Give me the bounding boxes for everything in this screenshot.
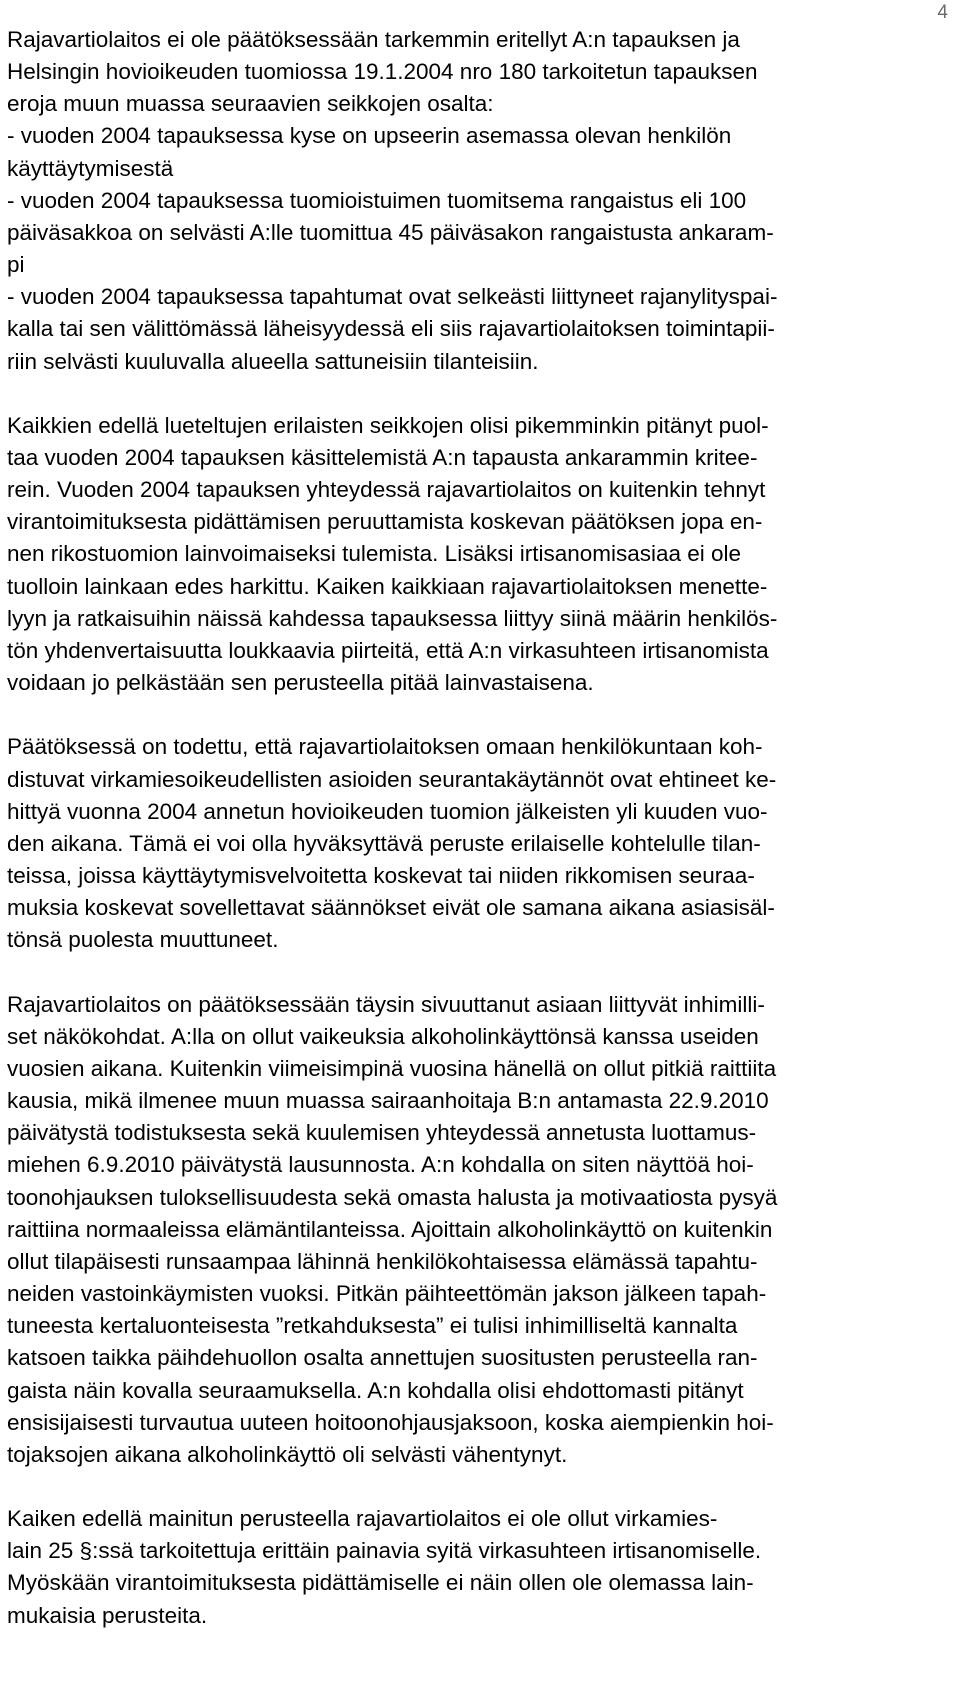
text-line: hittyä vuonna 2004 annetun hovioikeuden tuomion jälkeisten yli kuuden vuo- xyxy=(7,798,768,824)
text-line: lain 25 §:ssä tarkoitettuja erittäin painavia syitä virkasuhteen irtisanomiselle. xyxy=(7,1538,762,1564)
text-line: vuosien aikana. Kuitenkin viimeisimpinä vuosina hänellä on ollut pitkiä raittiita xyxy=(7,1055,777,1081)
page-number: 4 xyxy=(937,2,948,23)
text-line: rein. Vuoden 2004 tapauksen yhteydessä rajavartiolaitos on kuitenkin tehnyt xyxy=(7,477,766,503)
text-line: Rajavartiolaitos on päätöksessään täysin sivuuttanut asiaan liittyvät inhimilli- xyxy=(7,991,765,1017)
text-line: ollut tilapäisesti runsaampaa lähinnä henkilökohtaisessa elämässä tapahtu- xyxy=(7,1248,758,1274)
text-line: - vuoden 2004 tapauksessa tuomioistuimen tuomitsema rangaistus eli 100 xyxy=(7,187,747,213)
text-line: päivätystä todistuksesta sekä kuulemisen yhteydessä annetusta luottamus- xyxy=(7,1120,757,1146)
text-line: raittiina normaaleissa elämäntilanteissa. Ajoittain alkoholinkäyttö on kuitenkin xyxy=(7,1216,773,1242)
paragraph-gap xyxy=(7,957,947,989)
paragraph-gap xyxy=(7,1471,947,1503)
text-line: kausia, mikä ilmenee muun muassa sairaanhoitaja B:n antamasta 22.9.2010 xyxy=(7,1088,769,1114)
text-line: - vuoden 2004 tapauksessa kyse on upseerin asemassa olevan henkilön xyxy=(7,123,732,149)
text-line: kalla tai sen välittömässä läheisyydessä eli siis rajavartiolaitoksen toimintapii- xyxy=(7,316,775,342)
text-line: set näkökohdat. A:lla on ollut vaikeuksia alkoholinkäyttönsä kanssa useiden xyxy=(7,1023,759,1049)
text-line: tön yhdenvertaisuutta loukkaavia piirteitä, että A:n virkasuhteen irtisanomista xyxy=(7,637,769,663)
text-line: distuvat virkamiesoikeudellisten asioiden seurantakäytännöt ovat ehtineet ke- xyxy=(7,766,777,792)
text-line: teissa, joissa käyttäytymisvelvoitetta koskevat tai niiden rikkomisen seuraa- xyxy=(7,863,755,889)
text-line: voidaan jo pelkästään sen perusteella pitää lainvastaisena. xyxy=(7,670,594,696)
text-line: Helsingin hovioikeuden tuomiossa 19.1.2004 nro 180 tarkoitetun tapauksen xyxy=(7,59,758,85)
text-line: katsoen taikka päihdehuollon osalta annettujen suositusten perusteella ran- xyxy=(7,1345,758,1371)
text-line: tönsä puolesta muuttuneet. xyxy=(7,927,279,953)
text-line: tojaksojen aikana alkoholinkäyttö oli selvästi vähentynyt. xyxy=(7,1441,568,1467)
text-line: Kaiken edellä mainitun perusteella rajavartiolaitos ei ole ollut virkamies- xyxy=(7,1506,718,1532)
text-line: taa vuoden 2004 tapauksen käsittelemistä A:n tapausta ankarammin kritee- xyxy=(7,445,758,471)
text-line: toonohjauksen tuloksellisuudesta sekä omasta halusta ja motivaatiosta pysyä xyxy=(7,1184,778,1210)
document-body xyxy=(7,24,947,1632)
text-line: den aikana. Tämä ei voi olla hyväksyttävä peruste erilaiselle kohtelulle tilan- xyxy=(7,830,761,856)
text-line: muksia koskevat sovellettavat säännökset eivät ole samana aikana asiasisäl- xyxy=(7,895,775,921)
text-line: tuneesta kertaluonteisesta ”retkahduksesta” ei tulisi inhimilliseltä kannalta xyxy=(7,1313,738,1339)
text-line: - vuoden 2004 tapauksessa tapahtumat ovat selkeästi liittyneet rajanylityspai- xyxy=(7,284,778,310)
paragraph xyxy=(7,989,947,1471)
text-line: lyyn ja ratkaisuihin näissä kahdessa tapauksessa liittyy siinä määrin henkilös- xyxy=(7,605,778,631)
text-line: pi xyxy=(7,252,25,278)
text-line: eroja muun muassa seuraavien seikkojen osalta: xyxy=(7,91,494,117)
text-line: miehen 6.9.2010 päivätystä lausunnosta. A:n kohdalla on siten näyttöä hoi- xyxy=(7,1152,754,1178)
text-line: Rajavartiolaitos ei ole päätöksessään tarkemmin eritellyt A:n tapauksen ja xyxy=(7,27,740,52)
text-line: Päätöksessä on todettu, että rajavartiolaitoksen omaan henkilökuntaan koh- xyxy=(7,734,763,760)
paragraph-gap xyxy=(7,699,947,731)
text-line: neiden vastoinkäymisten vuoksi. Pitkän päihteettömän jakson jälkeen tapah- xyxy=(7,1281,767,1307)
text-line: gaista näin kovalla seuraamuksella. A:n kohdalla olisi ehdottomasti pitänyt xyxy=(7,1377,744,1403)
text-line: virantoimituksesta pidättämisen peruuttamista koskevan päätöksen jopa en- xyxy=(7,509,763,535)
text-line: käyttäytymisestä xyxy=(7,155,174,181)
paragraph xyxy=(7,24,947,378)
text-line: Kaikkien edellä lueteltujen erilaisten seikkojen olisi pikemminkin pitänyt puol- xyxy=(7,412,769,438)
text-line: päiväsakkoa on selvästi A:lle tuomittua 45 päiväsakon rangaistusta ankaram- xyxy=(7,219,774,245)
text-line: ensisijaisesti turvautua uuteen hoitoonohjausjaksoon, koska aiempienkin hoi- xyxy=(7,1409,774,1435)
paragraph xyxy=(7,731,947,956)
text-line: mukaisia perusteita. xyxy=(7,1602,208,1628)
text-line: Myöskään virantoimituksesta pidättämiselle ei näin ollen ole olemassa lain- xyxy=(7,1570,754,1596)
text-line: nen rikostuomion lainvoimaiseksi tulemista. Lisäksi irtisanomisasiaa ei ole xyxy=(7,541,742,567)
paragraph xyxy=(7,1503,947,1632)
text-line: riin selvästi kuuluvalla alueella sattuneisiin tilanteisiin. xyxy=(7,348,539,374)
paragraph-gap xyxy=(7,378,947,410)
paragraph xyxy=(7,410,947,699)
text-line: tuolloin lainkaan edes harkittu. Kaiken kaikkiaan rajavartiolaitoksen menette- xyxy=(7,573,768,599)
